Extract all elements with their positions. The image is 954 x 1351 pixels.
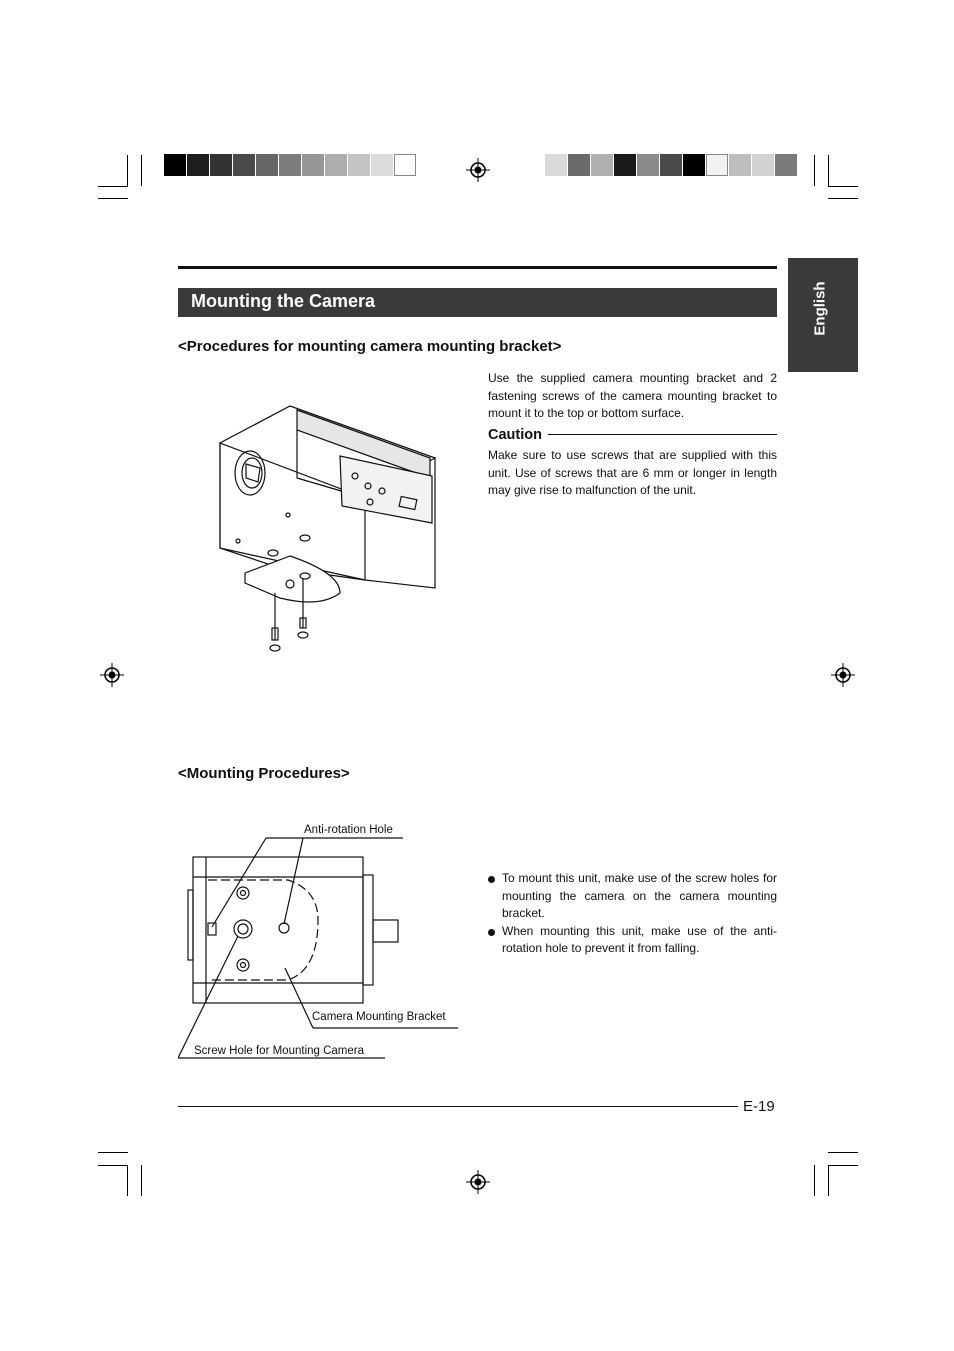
registration-mark-bottom bbox=[466, 1170, 490, 1194]
color-swatch bbox=[752, 154, 774, 176]
color-swatch bbox=[394, 154, 416, 176]
registration-mark-right bbox=[831, 663, 855, 687]
color-swatch bbox=[279, 154, 301, 176]
color-bar-left bbox=[164, 154, 417, 176]
mounting-heading: <Mounting Procedures> bbox=[178, 765, 350, 782]
screw-hole-label: Screw Hole for Mounting Camera bbox=[194, 1045, 365, 1057]
color-swatch bbox=[614, 154, 636, 176]
color-bar-right bbox=[545, 154, 798, 176]
section-title-bar bbox=[178, 288, 777, 317]
page-number: E-19 bbox=[743, 1098, 775, 1115]
color-swatch bbox=[660, 154, 682, 176]
caution-text: Make sure to use screws that are supplied with this unit. Use of screws that are 6 mm or longer in length may give rise to malfunction of the unit. bbox=[488, 448, 777, 497]
registration-mark-left bbox=[100, 663, 124, 687]
color-swatch bbox=[256, 154, 278, 176]
color-swatch bbox=[637, 154, 659, 176]
color-swatch bbox=[302, 154, 324, 176]
color-swatch bbox=[187, 154, 209, 176]
bracket-label: Camera Mounting Bracket bbox=[312, 1011, 446, 1023]
camera-bracket-illustration bbox=[210, 398, 450, 660]
color-swatch bbox=[591, 154, 613, 176]
language-tab-label: English bbox=[811, 281, 829, 336]
list-item: To mount this unit, make use of the screw holes for mounting the camera on the camera mounting bracket. bbox=[488, 870, 777, 923]
color-swatch bbox=[545, 154, 567, 176]
language-tab bbox=[788, 258, 858, 372]
top-rule bbox=[178, 266, 777, 269]
color-swatch bbox=[164, 154, 186, 176]
caution-header bbox=[488, 426, 777, 446]
color-swatch bbox=[325, 154, 347, 176]
anti-rotation-hole-label: Anti-rotation Hole bbox=[304, 824, 393, 836]
color-swatch bbox=[210, 154, 232, 176]
color-swatch bbox=[371, 154, 393, 176]
color-swatch bbox=[568, 154, 590, 176]
footer-rule bbox=[178, 1106, 738, 1107]
bracket-heading: <Procedures for mounting camera mounting bracket> bbox=[178, 338, 562, 355]
color-swatch bbox=[775, 154, 797, 176]
mounting-bullets bbox=[488, 870, 777, 958]
color-swatch bbox=[729, 154, 751, 176]
list-item: When mounting this unit, make use of the anti-rotation hole to prevent it from falling. bbox=[488, 923, 777, 958]
color-swatch bbox=[233, 154, 255, 176]
color-swatch bbox=[706, 154, 728, 176]
section-title: Mounting the Camera bbox=[191, 291, 376, 311]
registration-mark-top bbox=[466, 158, 490, 182]
caution-label: Caution bbox=[488, 427, 548, 443]
color-swatch bbox=[348, 154, 370, 176]
camera-bottom-view-diagram bbox=[178, 820, 468, 1065]
bracket-body: Use the supplied camera mounting bracket and 2 fastening screws of the camera mounting bracket to mount it to the top or bottom surface. bbox=[488, 371, 777, 420]
color-swatch bbox=[683, 154, 705, 176]
